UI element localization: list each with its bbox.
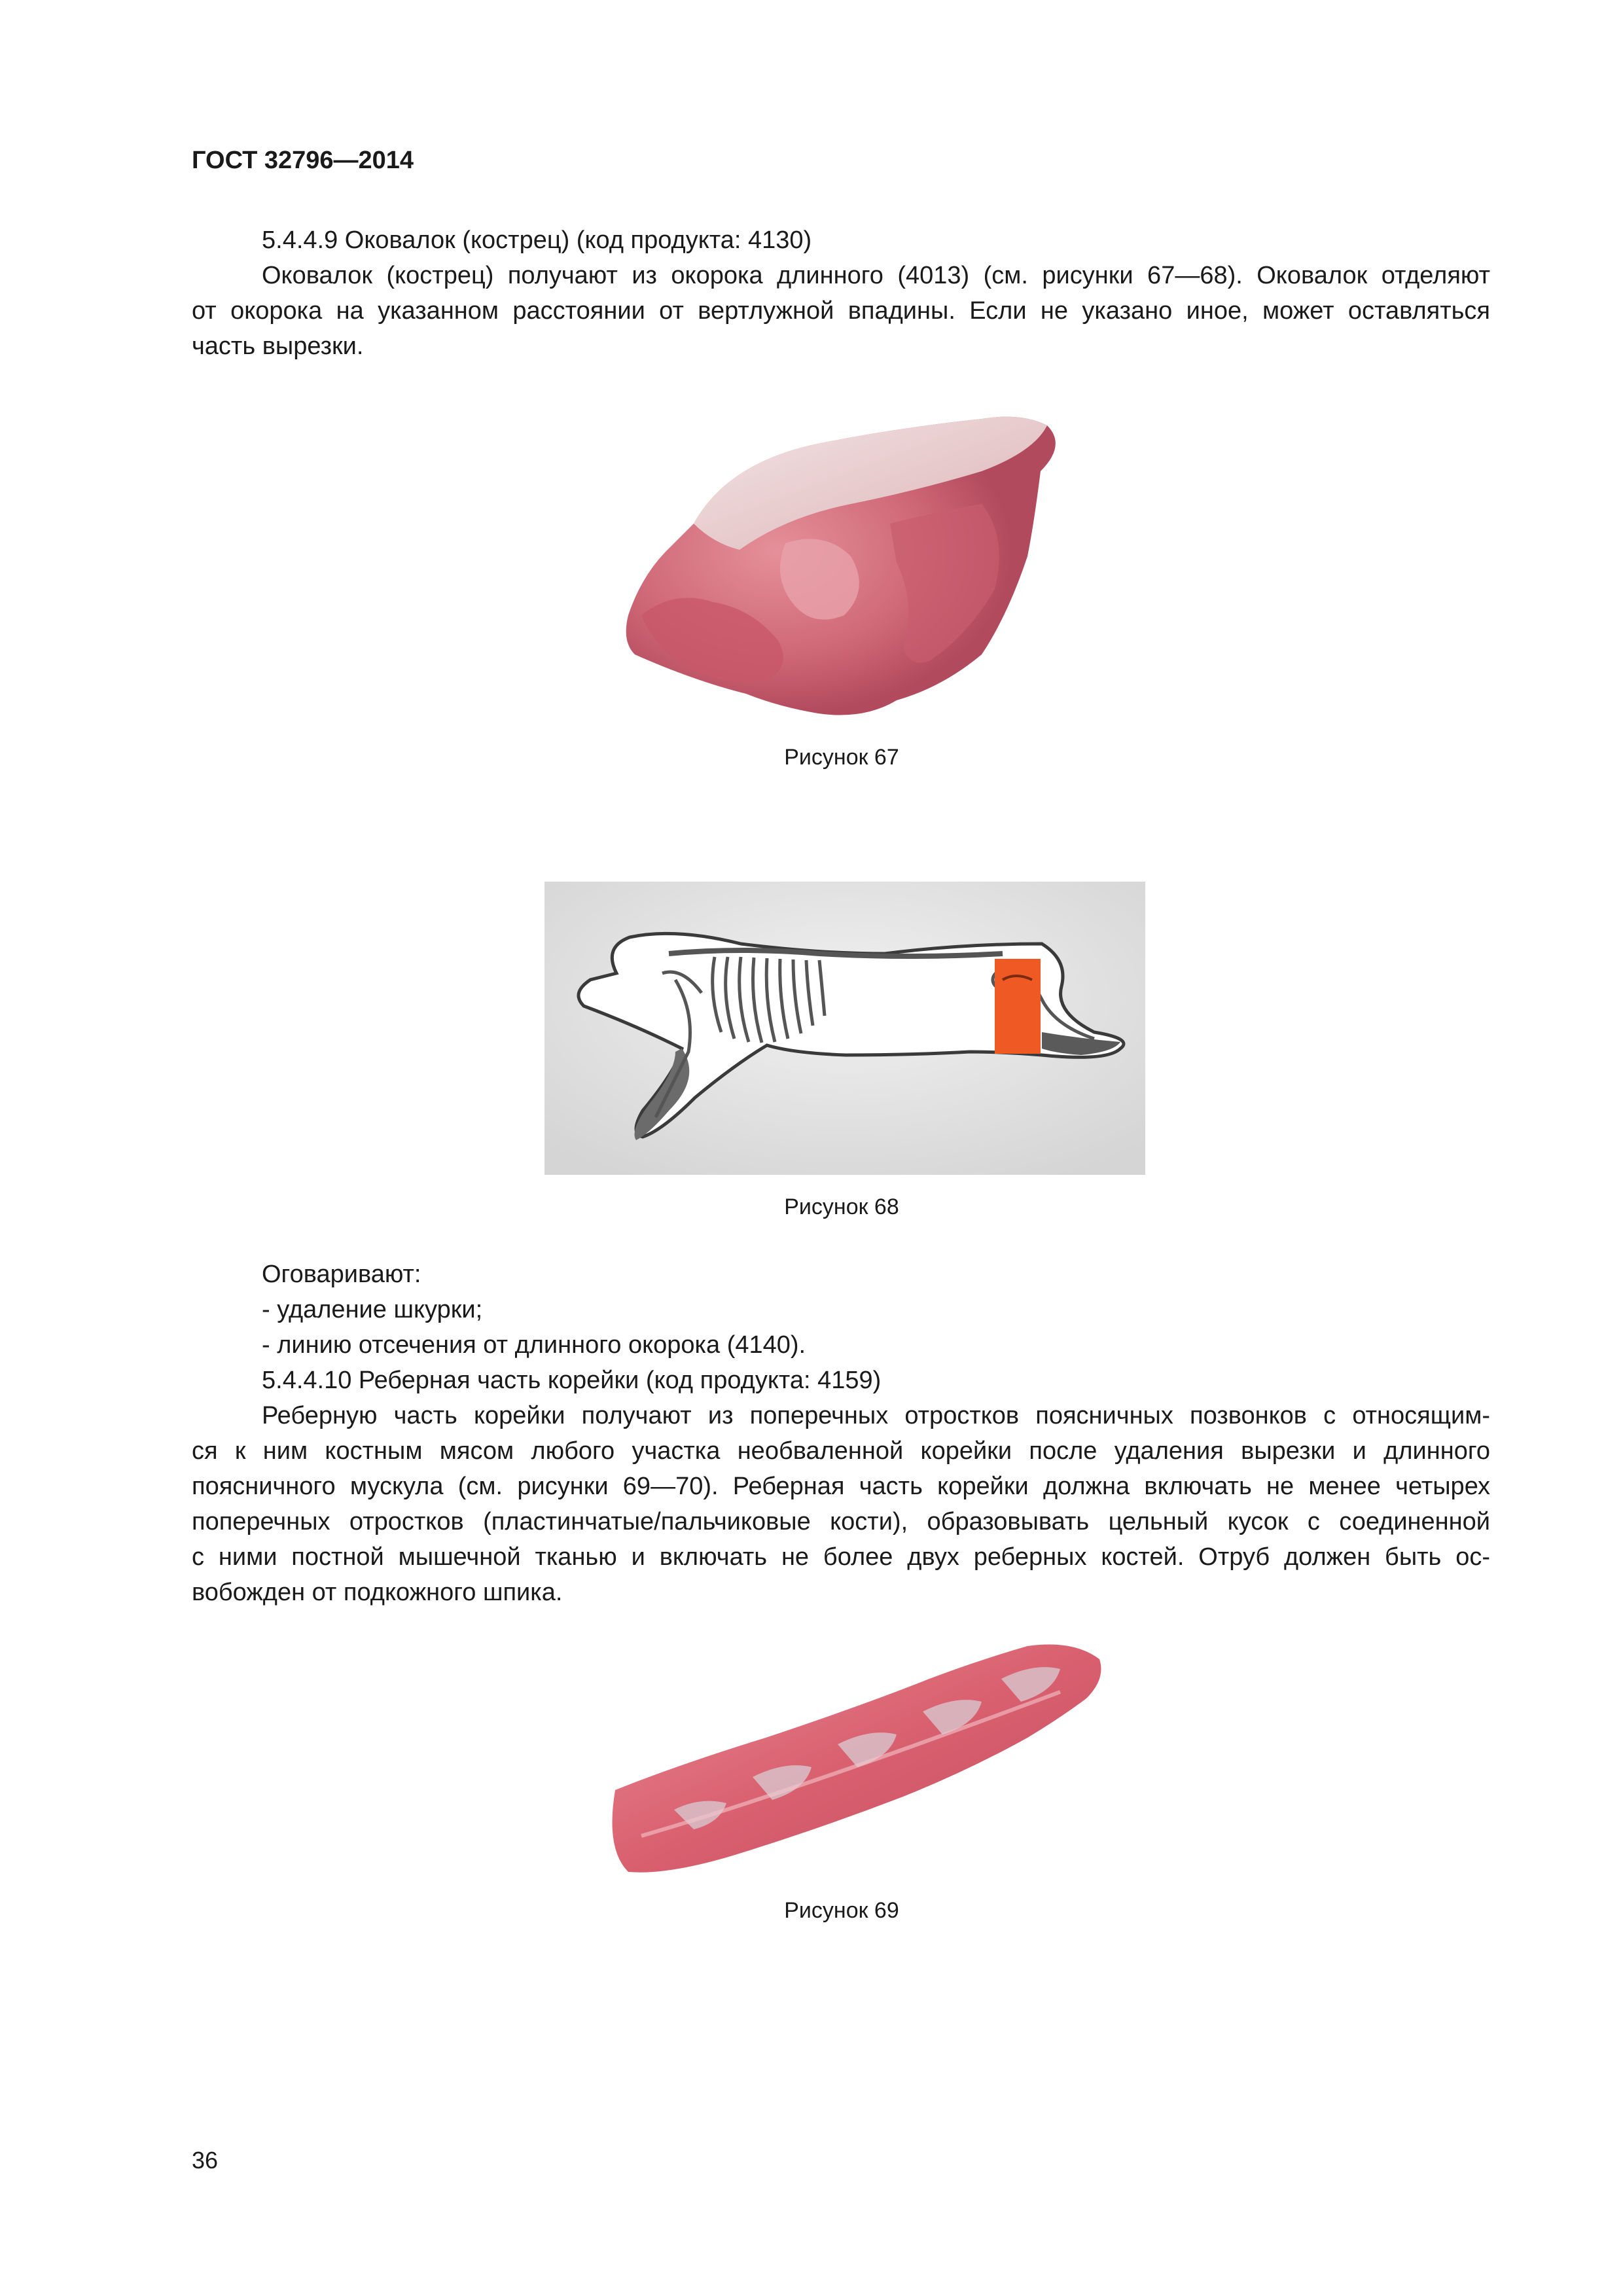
paragraph-line: Реберную часть корейки получают из поперечных отростков поясничных позвонков с относящим- <box>262 1402 1490 1429</box>
figure-67-meat-photo <box>615 393 1073 733</box>
paragraph-line: Оковалок (кострец) получают из окорока длинного (4013) (см. рисунки 67—68). Оковалок отделяют <box>262 262 1490 289</box>
paragraph-line: ся к ним костным мясом любого участка необваленной корейки после удаления вырезки и длинного <box>192 1437 1490 1465</box>
figure-67-caption: Рисунок 67 <box>784 745 899 770</box>
paragraph-line: от окорока на указанном расстоянии от вертлужной впадины. Если не указано иное, может оставляться <box>192 297 1490 325</box>
section-heading-4130: 5.4.4.9 Оковалок (кострец) (код продукта: 4130) <box>262 226 812 254</box>
figure-69-caption: Рисунок 69 <box>784 1898 899 1923</box>
document-header: ГОСТ 32796—2014 <box>192 147 414 174</box>
highlighted-cut-region <box>995 959 1041 1054</box>
figure-68-carcass-diagram <box>544 882 1145 1175</box>
agreed-item: - линию отсечения от длинного окорока (4140). <box>262 1331 806 1359</box>
figure-68-caption: Рисунок 68 <box>784 1194 899 1219</box>
page-number: 36 <box>192 2147 219 2174</box>
paragraph-line: поперечных отростков (пластинчатые/пальчиковые кости), образовывать цельный кусок с соединенной <box>192 1508 1490 1535</box>
figure-69-rib-cut-photo <box>602 1633 1113 1895</box>
section-heading-4159: 5.4.4.10 Реберная часть корейки (код продукта: 4159) <box>262 1367 882 1394</box>
section-paragraph-4130 <box>192 258 1490 364</box>
section-paragraph-4159 <box>192 1398 1490 1610</box>
paragraph-line: с ними постной мышечной тканью и включать не более двух реберных костей. Отруб должен быть ос- <box>192 1543 1490 1571</box>
paragraph-line: вобожден от подкожного шпика. <box>192 1579 563 1606</box>
agreed-intro: Оговаривают: <box>262 1261 421 1288</box>
paragraph-line: поясничного мускула (см. рисунки 69—70). Реберная часть корейки должна включать не менее четырех <box>192 1473 1490 1500</box>
paragraph-line: часть вырезки. <box>192 332 364 360</box>
agreed-item: - удаление шкурки; <box>262 1296 483 1323</box>
